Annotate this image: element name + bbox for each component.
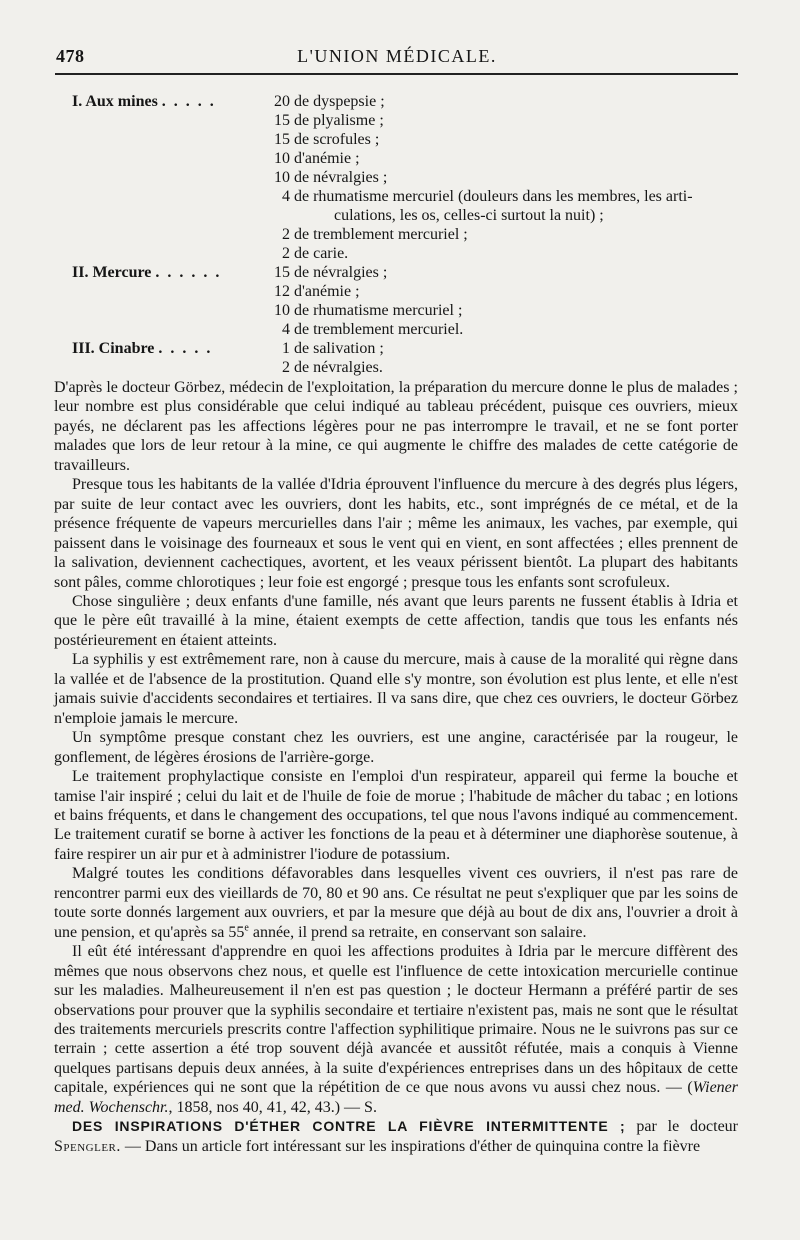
dot-leader: . . . . . (158, 340, 213, 357)
condition-text: de scrofules ; (294, 131, 380, 148)
table-row (72, 320, 738, 339)
paragraph (54, 1117, 738, 1156)
condition-text: d'anémie ; (294, 283, 360, 300)
paragraph: Presque tous les habitants de la vallée d'Idria éprouvent l'influence du mercure à des degrés plus légers, par suite de leur contact avec les ouvriers, dont les habits, etc., sont imprégnés de ce métal, et de la présence fréquente de vapeurs mercurielles dans l'air ; même les animaux, les vaches, par exemple, qui paissent dans le voisinage des fourneaux et sous le vent qui en vient, en sont affectées ; elles prennent de la salivation, deviennent cachectiques, avortent, et les veaux périssent bientôt. La plupart des habitants sont pâles, comme chlorotiques ; leur foie est engorgé ; presque tous les enfants sont scrofuleux. (54, 476, 738, 591)
condition-text: d'anémie ; (294, 150, 360, 167)
condition-label (294, 263, 738, 282)
condition-text: de plyalisme ; (294, 112, 384, 129)
dot-leader: . . . . . (161, 93, 216, 110)
statistics-table (72, 92, 738, 377)
paragraph-text: Il eût été intéressant d'apprendre en quoi les affections produites à Idria par le mercure diffèrent des mêmes que nous observons chez nous, et quelle est l'influence de cette intoxication mercurielle continue sur les maladies. Malheureusement il n'en est pas question ; le docteur Hermann a préféré partir de ses observations pour prouver que la syphilis secondaire et tertiaire n'existent pas, mais ne sont que le résultat des traitements mercuriels prescrits contre l'affection syphilitique primaire. Nous ne le suivrons pas sur ce terrain ; cette assertion a été trop souvent déjà avancée et aussitôt réfutée, mais a conquis à Vienne quelques partisans depuis deux années, à la suite d'expériences entreprises dans un des hôpitaux de cette capitale, expériences qui ne sont que la répétition de ce que nous avons vu aussi chez nous. — ( (54, 943, 738, 1097)
case-count: 4 (282, 321, 290, 338)
condition-text: de carie. (294, 245, 349, 262)
table-row (72, 225, 738, 244)
condition-text: de névralgies. (294, 359, 383, 376)
condition-text: de tremblement mercuriel. (294, 321, 464, 338)
table-row (72, 168, 738, 187)
paragraph-text: par le docteur (625, 1118, 738, 1136)
dot-leader: . . . . . . (155, 264, 222, 281)
case-count: 2 (282, 226, 290, 243)
paragraph: La syphilis y est extrêmement rare, non à cause du mercure, mais à cause de la moralité qui règne dans la vallée et de l'absence de la prostitution. Quand elle s'y montre, son évolution est plus lente, et elle n'est jamais suivie d'accidents secondaires et tertiaires. Il va sans dire, que chez ces ouvriers, le docteur Görbez n'emploie jamais le mercure. (54, 651, 738, 727)
category-label (72, 339, 212, 358)
category-text: II. Mercure (72, 264, 152, 281)
paragraph: D'après le docteur Görbez, médecin de l'exploitation, la préparation du mercure donne le plus de malades ; leur nombre est plus considérable que celui indiqué au tableau précédent, puisque ces ouvriers, mieux payés, ne déclarent pas les affections légères pour ne pas interrompre le travail, et ne se font porter malades que lors de leur retour à la mine, ce qui augmente le chiffre des malades de cette catégorie de travailleurs. (54, 379, 738, 474)
table-row (72, 187, 738, 225)
paragraph-text: année, il prend sa retraite, en conservant son salaire. (248, 923, 587, 941)
table-row (72, 263, 738, 282)
category-text: I. Aux mines (72, 93, 158, 110)
case-count: 10 (274, 302, 290, 319)
paragraph: Le traitement prophylactique consiste en l'emploi d'un respirateur, appareil qui ferme la bouche et tamise l'air inspiré ; celui du lait et de l'huile de foie de morue ; l'habitude de mâcher du tabac ; en lotions et bains fréquents, et dans le changement des occupations, tel que nous l'avons indiqué au commencement. Le traitement curatif se borne à activer les fonctions de la peau et à déterminer une diaphorèse soutenue, à faire respirer un air pur et à administrer l'iodure de potassium. (54, 768, 738, 863)
paragraph: Un symptôme presque constant chez les ouvriers, est une angine, caractérisée par la rougeur, le gonflement, de légères érosions de l'arrière-gorge. (54, 729, 738, 766)
table-row (72, 92, 738, 111)
table-row (72, 130, 738, 149)
condition-text: de dyspepsie ; (294, 93, 385, 110)
category-text: III. Cinabre (72, 340, 155, 357)
paragraph-text: — Dans un article fort intéressant sur les inspirations d'éther de quinquina contre la fièvre (120, 1137, 701, 1155)
page-number: 478 (56, 46, 85, 66)
condition-label (294, 282, 738, 301)
condition-label (294, 358, 738, 377)
paragraph (54, 942, 738, 1117)
paragraph-text: Malgré toutes les conditions défavorables dans lesquelles vivent ces ouvriers, il n'est pas rare de rencontrer parmi eux des vieillards de 70, 80 et 90 ans. Ce résultat ne peut s'expliquer que par les soins de toute sorte donnés largement aux ouvriers, et par la mesure que déjà au bout de dix ans, l'ouvrier a droit à une pension, et qu'après sa 55 (54, 865, 738, 941)
case-count: 10 (274, 169, 290, 186)
case-count: 2 (282, 359, 290, 376)
running-title: L'UNION MÉDICALE. (297, 46, 497, 66)
condition-text: de névralgies ; (294, 264, 388, 281)
section-heading: DES INSPIRATIONS D'ÉTHER CONTRE LA FIÈVRE INTERMITTENTE ; (72, 1118, 626, 1135)
citation: Wiener med. Wochenschr. (54, 1079, 738, 1116)
condition-label (294, 111, 738, 130)
condition-label (294, 301, 738, 320)
condition-continuation: culations, les os, celles-ci surtout la nuit) ; (334, 207, 604, 224)
condition-label (294, 149, 738, 168)
case-count: 12 (274, 283, 290, 300)
table-row (72, 111, 738, 130)
condition-label (294, 244, 738, 263)
table-row (72, 301, 738, 320)
case-count: 4 (282, 188, 290, 205)
condition-text: de névralgies ; (294, 169, 388, 186)
header-rule (55, 73, 738, 75)
condition-label (294, 225, 738, 244)
case-count: 20 (274, 93, 290, 110)
case-count: 10 (274, 150, 290, 167)
case-count: 15 (274, 264, 290, 281)
table-row (72, 358, 738, 377)
superscript: e (244, 922, 249, 934)
condition-text: de salivation ; (294, 340, 384, 357)
table-row (72, 282, 738, 301)
condition-label (294, 187, 738, 225)
category-label (72, 92, 216, 111)
case-count: 15 (274, 112, 290, 129)
condition-text: de rhumatisme mercuriel ; (294, 302, 463, 319)
condition-text: de tremblement mercuriel ; (294, 226, 468, 243)
case-count: 2 (282, 245, 290, 262)
case-count: 15 (274, 131, 290, 148)
table-row (72, 244, 738, 263)
paragraph (54, 864, 738, 942)
condition-label (294, 339, 738, 358)
condition-label (294, 92, 738, 111)
category-label (72, 263, 221, 282)
author-name: Spengler. (54, 1137, 121, 1155)
paragraph: Chose singulière ; deux enfants d'une famille, nés avant que leurs parents ne fussent établis à Idria et que le père eût travaillé à la mine, étaient exempts de cette affection, tandis que tous les enfants nés postérieurement en étaient atteints. (54, 592, 738, 649)
condition-text: de rhumatisme mercuriel (douleurs dans les membres, les arti- (294, 188, 693, 205)
paragraph-text: , 1858, nos 40, 41, 42, 43.) — S. (168, 1098, 377, 1116)
article-body (54, 378, 738, 1156)
table-row (72, 339, 738, 358)
table-row (72, 149, 738, 168)
condition-label (294, 168, 738, 187)
page-header (56, 46, 738, 70)
condition-label (294, 130, 738, 149)
condition-label (294, 320, 738, 339)
case-count: 1 (282, 340, 290, 357)
